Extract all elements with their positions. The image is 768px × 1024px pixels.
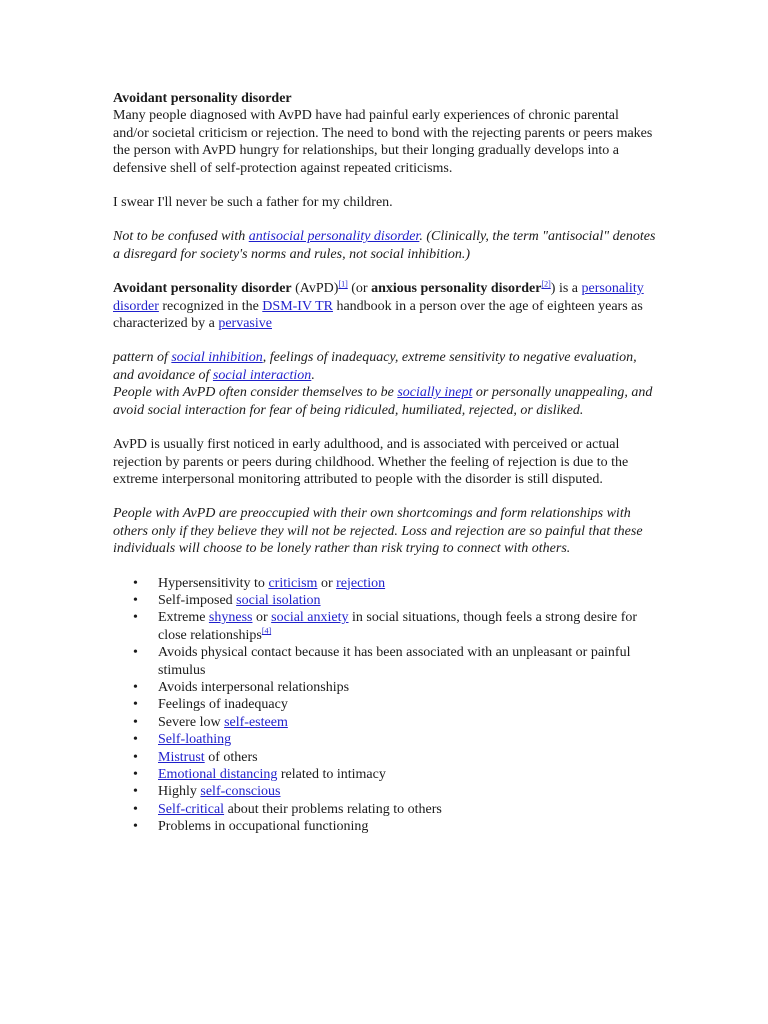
bullet-icon: • [133,714,138,730]
bullet-icon: • [133,697,138,713]
link-personality-disorder[interactable]: personality disorder [113,281,644,314]
bullet-icon: • [133,801,138,817]
reference-2 [541,280,550,289]
document-body [113,90,658,836]
link-social-inhibition[interactable]: social inhibition [171,350,263,366]
link-social-anxiety[interactable]: social anxiety [271,610,349,626]
bullet-icon: • [133,819,138,835]
link-criticism[interactable]: criticism [268,575,318,591]
definition-paragraph: Avoidant personality disorder (AvPD)[1] (or anxious personality disorder[2]) is a personality disorder recognized in the DSM-IV TR handbook in a person over the age of eighteen years as characterized by a pervasive [113,279,644,332]
link-self-conscious[interactable]: self-conscious [200,784,281,800]
bullet-icon: • [133,592,138,608]
link-self-esteem[interactable]: self-esteem [224,714,288,730]
list-item: • Avoids interpersonal relationships [133,679,350,695]
symptom-list [113,575,658,836]
reference-1 [338,280,347,289]
list-item: • Emotional distancing related to intimacy [133,767,386,782]
list-item: • Problems in occupational functioning [133,819,369,835]
link-mistrust[interactable]: Mistrust [158,749,205,765]
link-antisocial-personality-disorder[interactable]: antisocial personality disorder [248,229,420,245]
list-item: • Severe low self-esteem [133,714,288,730]
list-item: • Feelings of inadequacy [133,697,288,713]
bullet-icon: • [133,645,138,661]
onset-paragraph: AvPD is usually first noticed in early adulthood, and is associated with perceived or actual rejection by parents or peers during childhood. Whether the feeling of rejection is due to the extreme interpersonal monitoring attributed to people with the disorder is still disputed. [113,437,629,487]
disambiguation-note [113,228,658,263]
bullet-icon: • [133,784,138,800]
bullet-icon: • [133,610,138,626]
link-dsm-iv-tr[interactable]: DSM-IV TR [262,298,333,314]
list-item: • Hypersensitivity to criticism or rejection [133,575,386,591]
reference-4 [262,626,271,635]
bullet-icon: • [133,575,138,591]
link-shyness[interactable]: shyness [208,610,253,626]
list-item: • Avoids physical contact because it has been associated with an unpleasant or painful stimulus [133,645,631,678]
list-item: • Self-critical about their problems relating to others [133,801,442,817]
ref-1-link[interactable]: [1] [338,279,348,289]
quote-paragraph: I swear I'll never be such a father for my children. [113,195,393,211]
list-item: • Mistrust of others [133,749,258,765]
note-text: Not to be confused with antisocial personality disorder. (Clinically, the term "antisocial" denotes a disregard for society's norms and rules, not social inhibition.) [113,229,656,262]
list-item: • Highly self-conscious [133,784,281,800]
link-rejection[interactable]: rejection [336,575,386,591]
bullet-icon: • [133,749,138,765]
heading-paragraph [113,90,658,107]
section-heading: Avoidant personality disorder [113,91,292,106]
link-pervasive[interactable]: pervasive [218,316,272,332]
bullet-icon: • [133,679,138,695]
term-anxious: anxious personality disorder [371,281,542,297]
link-self-loathing[interactable]: Self-loathing [158,732,232,748]
intro-paragraph: Many people diagnosed with AvPD have had painful early experiences of chronic parental and/or societal criticism or rejection. The need to bond with the rejecting parents or peers makes the person with AvPD hungry for relationships, but their longing gradually develops into a defensive shell of self-protection against repeated criticisms. [113,108,653,176]
list-item [133,731,658,748]
preoccupied-paragraph: People with AvPD are preoccupied with their own shortcomings and form relationships with others only if they believe they will not be rejected. Loss and rejection are so painful that these individuals will choose to be lonely rather than risk trying to connect with others. [113,506,643,557]
link-emotional-distancing[interactable]: Emotional distancing [158,767,278,782]
bullet-icon: • [133,732,138,748]
list-item: • Self-imposed social isolation [133,592,321,608]
bullet-icon: • [133,767,138,782]
link-social-isolation[interactable]: social isolation [236,592,321,608]
link-self-critical[interactable]: Self-critical [158,801,225,817]
link-social-interaction[interactable]: social interaction [212,367,312,383]
ref-2-link[interactable]: [2] [541,279,551,289]
term-avoidant: Avoidant personality disorder [113,281,292,297]
list-item: • Extreme shyness or social anxiety in social situations, though feels a strong desire for close relationships[4] [133,610,638,643]
link-socially-inept[interactable]: socially inept [397,385,473,401]
pattern-paragraph: pattern of social inhibition, feelings of inadequacy, extreme sensitivity to negative evaluation, and avoidance of social interaction. People with AvPD often consider themselves to be socially inept or personally unappealing, and avoid social interaction for fear of being ridiculed, humiliated, rejected, or disliked. [113,350,653,418]
ref-4-link[interactable]: [4] [261,626,272,636]
